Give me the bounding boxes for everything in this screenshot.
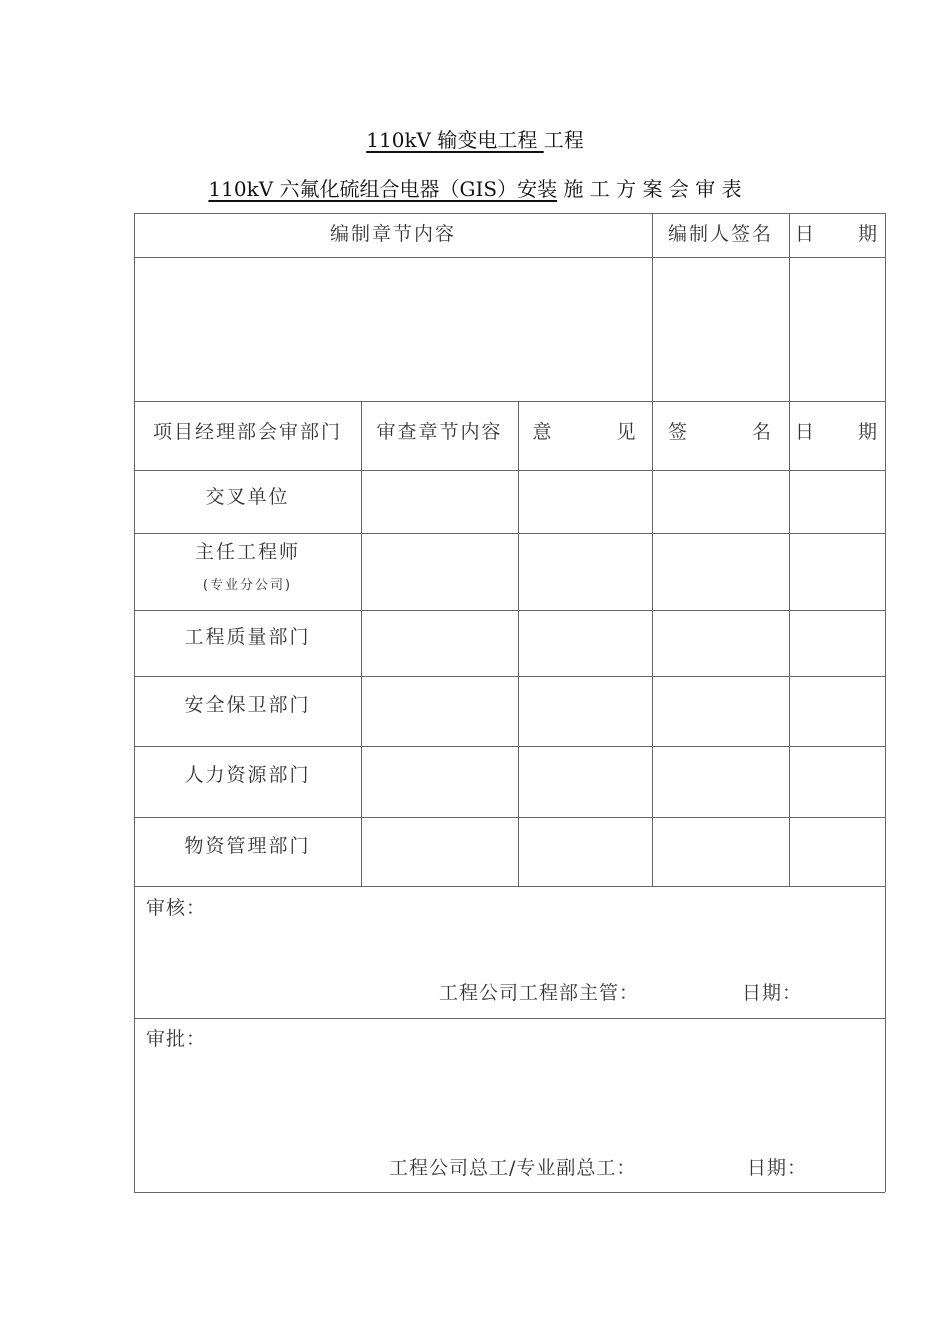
header-chapter-content: 编制章节内容	[329, 223, 456, 245]
approval-date-label: 日期：	[747, 1157, 808, 1179]
dept-row-label	[134, 533, 361, 610]
header-date: 日 期	[794, 223, 879, 245]
project-name: 110kV 输变电工程	[366, 128, 544, 152]
dept-row-subtitle: (专业分公司)	[202, 578, 293, 593]
header-date-2: 日 期	[794, 421, 879, 443]
header-author-sign: 编制人签名	[667, 223, 773, 245]
approval-label: 审批：	[146, 1028, 207, 1050]
form-title-tail: 施 工 方 案 会 审 表	[557, 177, 742, 201]
header-opinion: 意 见	[532, 421, 638, 443]
scheme-name: 110kV 六氟化硫组合电器（GIS）安装	[208, 177, 558, 201]
table-border	[518, 401, 519, 886]
author-sign-field[interactable]	[652, 257, 789, 401]
dept-row-label: 安全保卫部门	[184, 694, 311, 716]
table-border	[885, 213, 886, 1192]
dept-row-label: 工程质量部门	[184, 626, 311, 648]
header-sign: 签 名	[667, 421, 773, 443]
table-border	[134, 1018, 885, 1019]
table-border	[361, 401, 362, 886]
review-date-label: 日期：	[742, 982, 803, 1004]
header-review-chapter: 审查章节内容	[376, 421, 503, 443]
project-title-tail: 工程	[543, 128, 584, 152]
author-date-field[interactable]	[789, 257, 885, 401]
dept-row-title: 主任工程师	[194, 541, 300, 563]
chapter-content-field[interactable]	[134, 257, 652, 401]
header-review-dept: 项目经理部会审部门	[152, 421, 342, 443]
table-border	[134, 886, 885, 887]
table-border	[134, 1192, 885, 1193]
dept-row-label: 交叉单位	[205, 486, 290, 508]
dept-row-label: 物资管理部门	[184, 835, 311, 857]
review-signer-label: 工程公司工程部主管：	[439, 982, 640, 1004]
dept-row-label: 人力资源部门	[184, 764, 311, 786]
review-label: 审核：	[146, 897, 207, 919]
approval-signer-label: 工程公司总工/专业副总工：	[389, 1157, 637, 1179]
